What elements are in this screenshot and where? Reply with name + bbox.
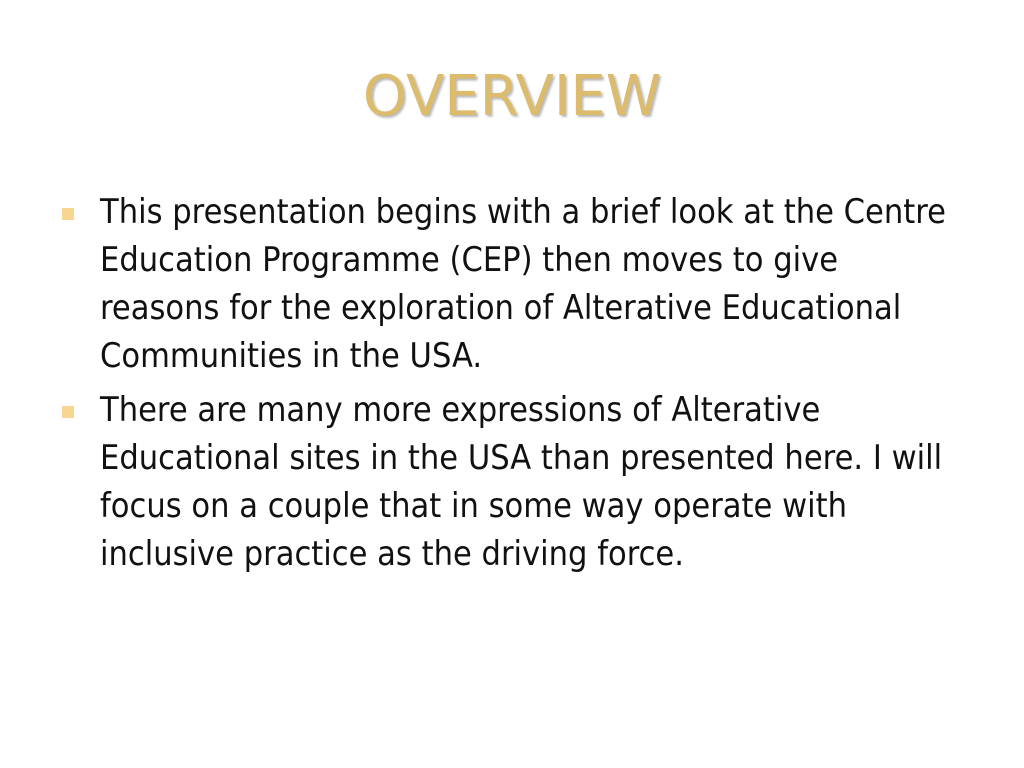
square-bullet-icon bbox=[62, 208, 74, 220]
bullet-text: There are many more expressions of Alterative Educational sites in the USA than presented here. I will focus on a couple that in some way operate with inclusive practice as the driving force. bbox=[100, 390, 943, 574]
slide-title: OVERVIEW bbox=[362, 64, 662, 129]
bullet-text: This presentation begins with a brief look at the Centre Education Programme (CEP) then moves to give reasons for the exploration of Alterative Educational Communities in the USA. bbox=[100, 192, 946, 376]
square-bullet-icon bbox=[62, 406, 74, 418]
bullet-item bbox=[62, 386, 962, 578]
bullet-item bbox=[62, 188, 962, 380]
bullet-list bbox=[62, 188, 962, 584]
